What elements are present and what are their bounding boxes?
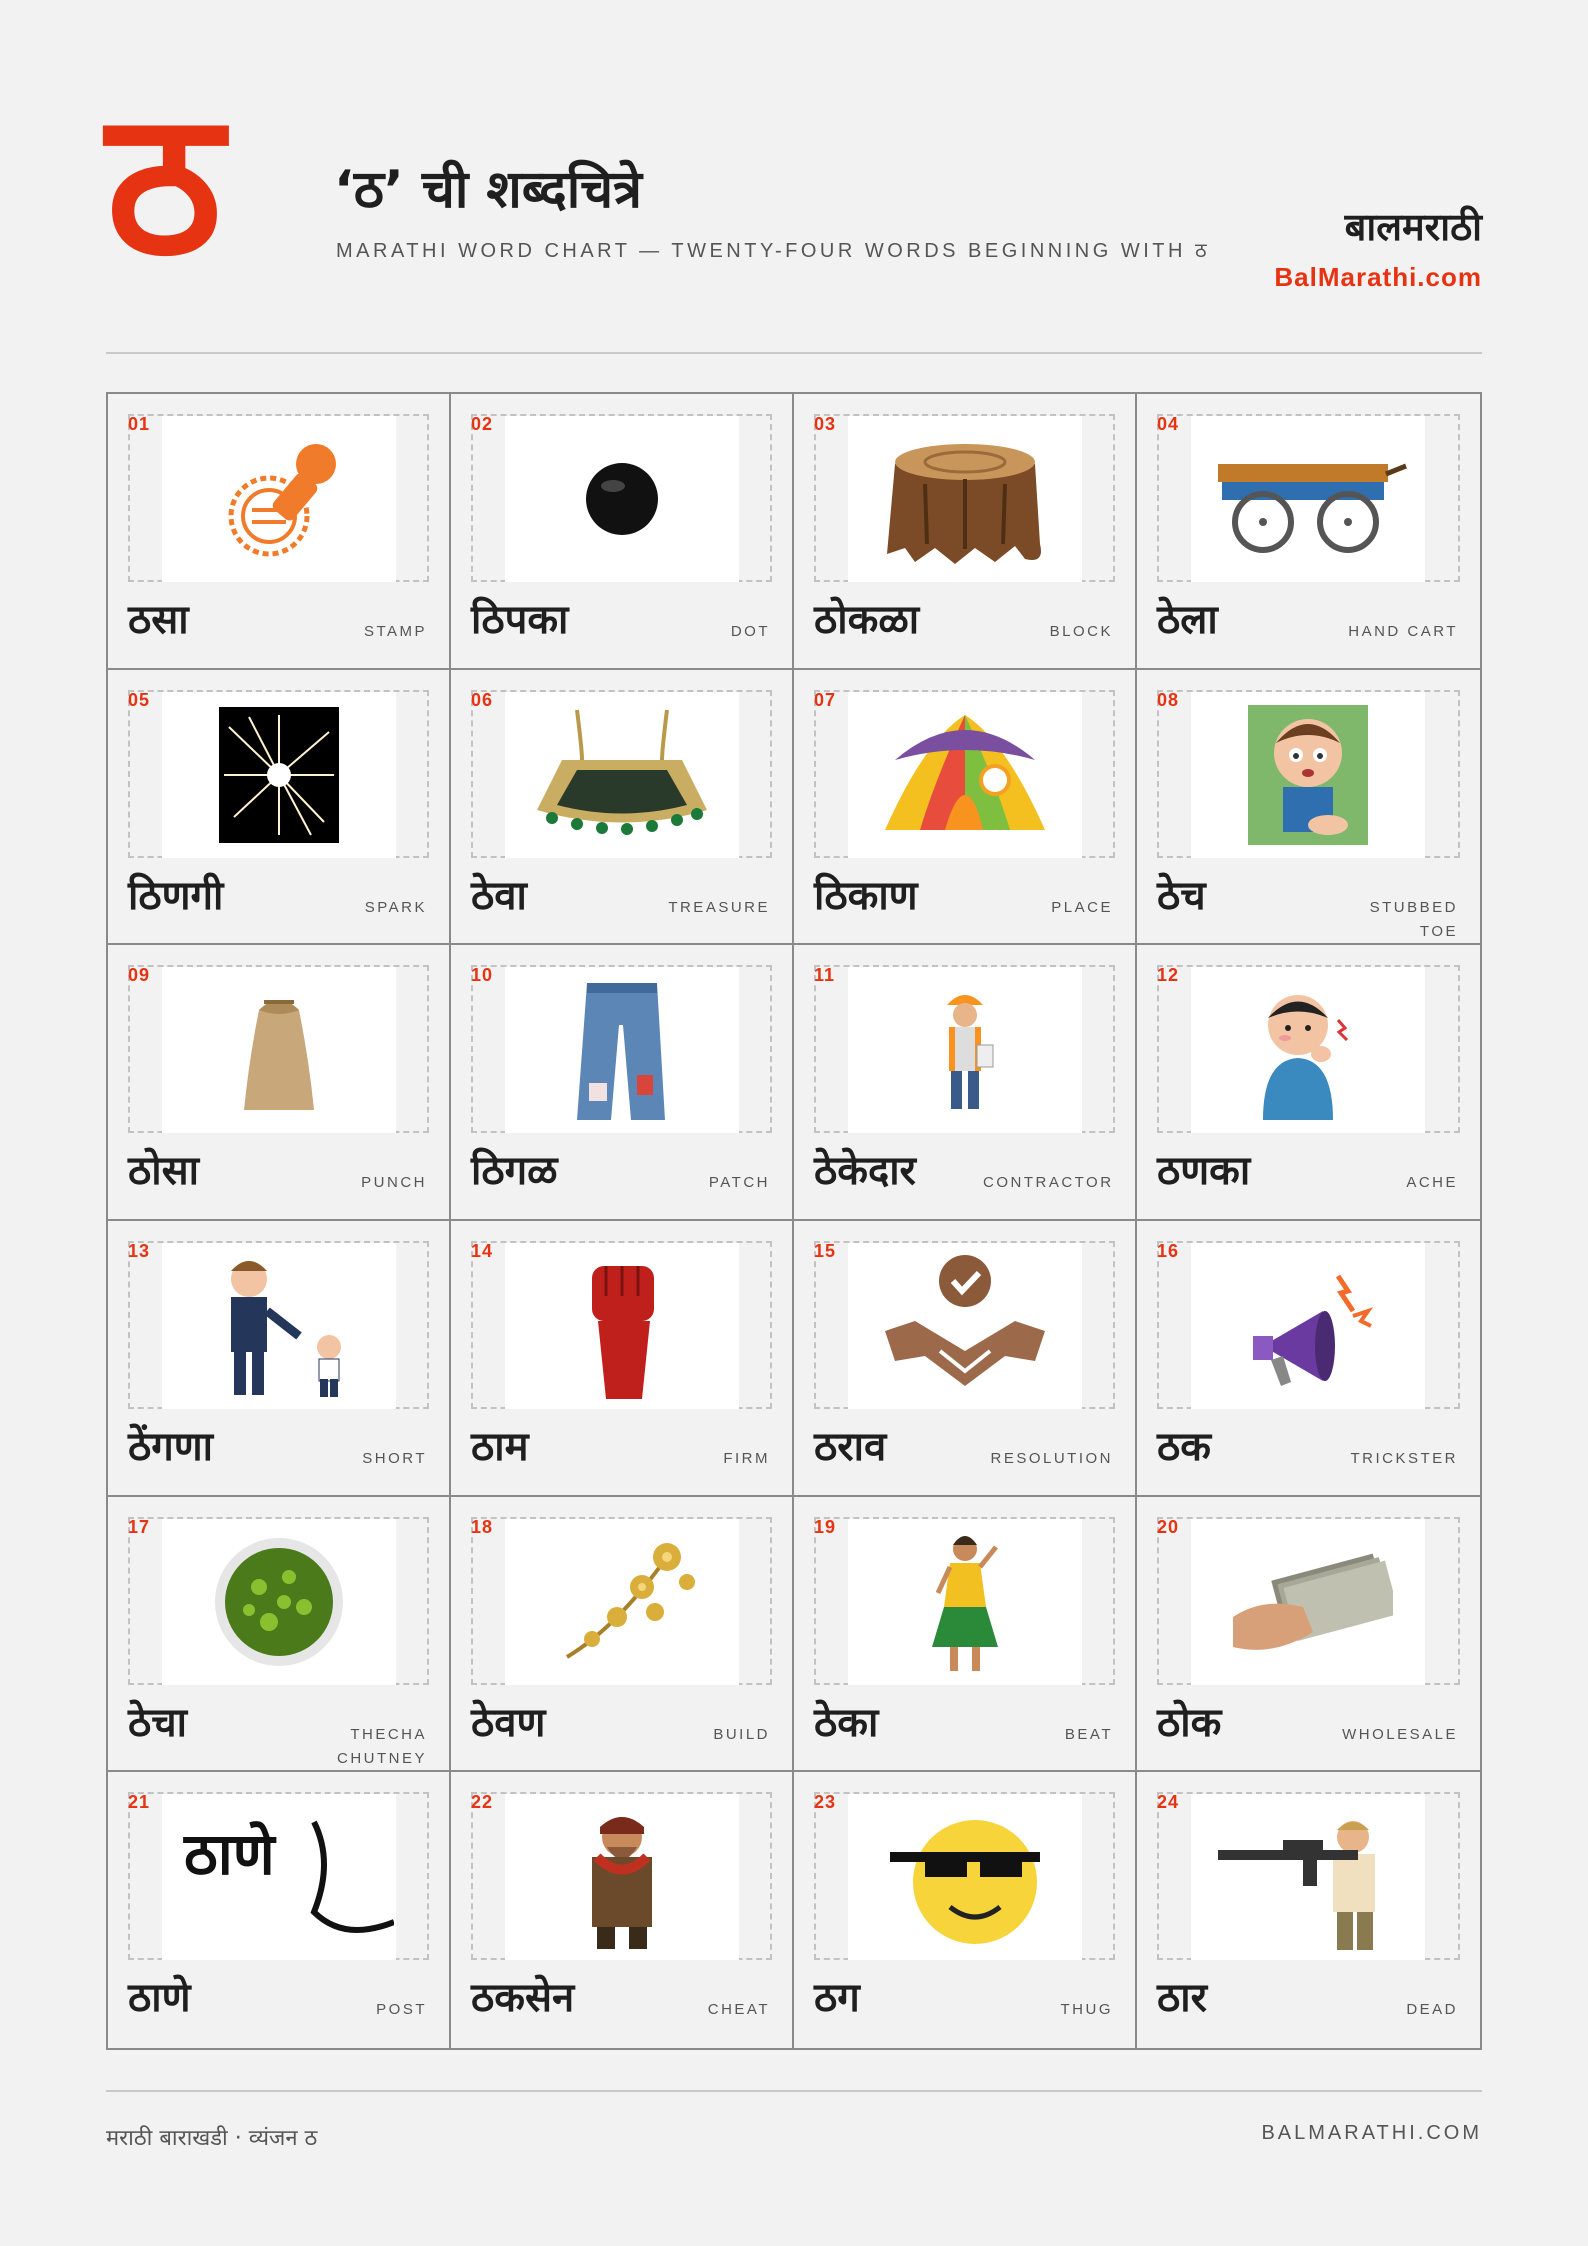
word-card bbox=[794, 394, 1137, 670]
card-number: 16 bbox=[1157, 1240, 1180, 1261]
word-card bbox=[1137, 394, 1480, 670]
card-number: 06 bbox=[471, 689, 494, 710]
marathi-word: ठेला bbox=[1157, 597, 1218, 643]
card-number: 09 bbox=[128, 965, 151, 986]
marathi-word: ठग bbox=[814, 1975, 860, 2022]
english-meaning: DEAD bbox=[1406, 2001, 1458, 2019]
english-meaning: PLACE bbox=[1051, 898, 1113, 916]
word-card bbox=[794, 1497, 1137, 1773]
cool-smiley-icon bbox=[848, 1794, 1082, 1960]
spark-icon bbox=[162, 692, 396, 858]
word-card bbox=[108, 670, 451, 946]
calligraphy-text: ठाणे bbox=[184, 1820, 275, 1889]
card-number: 10 bbox=[471, 965, 494, 986]
card-number: 21 bbox=[128, 1792, 151, 1813]
marathi-word: ठेका bbox=[814, 1699, 879, 1746]
thane-calligraphy-icon bbox=[162, 1794, 396, 1960]
card-number: 23 bbox=[814, 1792, 837, 1813]
word-card bbox=[108, 945, 451, 1221]
english-meaning: RESOLUTION bbox=[990, 1449, 1113, 1467]
card-number: 05 bbox=[128, 689, 151, 710]
header bbox=[106, 68, 1482, 310]
brand-name: बालमराठी bbox=[1344, 205, 1482, 249]
english-meaning: ACHE bbox=[1406, 1174, 1458, 1192]
card-number: 24 bbox=[1157, 1792, 1180, 1813]
card-number: 03 bbox=[814, 414, 837, 434]
english-meaning: CHEAT bbox=[707, 2001, 770, 2019]
english-meaning: TRICKSTER bbox=[1350, 1449, 1458, 1467]
card-number: 07 bbox=[814, 689, 837, 710]
word-card bbox=[451, 670, 794, 946]
tree-stump-icon bbox=[848, 416, 1082, 582]
marathi-word: ठेंगणा bbox=[128, 1423, 214, 1470]
marathi-word: ठणका bbox=[1157, 1148, 1251, 1195]
word-card bbox=[794, 670, 1137, 946]
page-subtitle: MARATHI WORD CHART — TWENTY-FOUR WORDS BEGINNING WITH ठ bbox=[336, 240, 1211, 262]
word-card bbox=[451, 1772, 794, 2048]
word-card bbox=[1137, 945, 1480, 1221]
stamp-icon bbox=[162, 416, 396, 582]
marathi-word: ठेवा bbox=[471, 872, 527, 919]
fist-icon bbox=[505, 1243, 739, 1409]
word-card bbox=[794, 1772, 1137, 2048]
card-number: 17 bbox=[128, 1516, 151, 1537]
header-divider bbox=[106, 352, 1482, 354]
english-meaning: CONTRACTOR bbox=[983, 1174, 1114, 1192]
marathi-word: ठिपका bbox=[471, 597, 569, 643]
english-meaning: STAMP bbox=[363, 623, 427, 640]
english-meaning: BEAT bbox=[1064, 1725, 1113, 1743]
word-card bbox=[1137, 1221, 1480, 1497]
marathi-word: ठेचा bbox=[128, 1699, 187, 1746]
megaphone-icon bbox=[1191, 1243, 1425, 1409]
english-meaning: HAND CART bbox=[1348, 623, 1458, 640]
tall-short-men-icon bbox=[162, 1243, 396, 1409]
sack-icon bbox=[162, 967, 396, 1133]
footer-caption: मराठी बाराखडी · व्यंजन ठ bbox=[106, 2126, 318, 2151]
marathi-word: ठेच bbox=[1157, 872, 1206, 919]
card-number: 20 bbox=[1157, 1516, 1180, 1537]
word-card bbox=[108, 1221, 451, 1497]
card-number: 04 bbox=[1157, 414, 1180, 434]
card-number: 01 bbox=[128, 414, 151, 434]
marathi-word: ठकसेन bbox=[471, 1975, 575, 2022]
english-meaning: THUG bbox=[1060, 2001, 1113, 2019]
big-letter: ठ bbox=[106, 68, 223, 301]
brand-url[interactable]: BalMarathi.com bbox=[1274, 262, 1482, 292]
english-meaning: THECHA CHUTNEY bbox=[336, 1725, 427, 1767]
english-meaning: WHOLESALE bbox=[1342, 1725, 1458, 1743]
card-number: 18 bbox=[471, 1516, 494, 1537]
cash-bundle-icon bbox=[1191, 1519, 1425, 1685]
marathi-word: ठाम bbox=[471, 1423, 529, 1470]
word-card bbox=[451, 1497, 794, 1773]
word-card bbox=[1137, 1772, 1480, 2048]
marathi-word: ठोक bbox=[1157, 1699, 1222, 1746]
card-number: 12 bbox=[1157, 965, 1180, 986]
brand bbox=[1274, 200, 1482, 293]
dot-icon bbox=[505, 416, 739, 582]
marathi-word: ठोसा bbox=[128, 1148, 199, 1195]
tent-icon bbox=[848, 692, 1082, 858]
card-number: 13 bbox=[128, 1240, 151, 1261]
ache-icon bbox=[1191, 967, 1425, 1133]
card-number: 11 bbox=[814, 965, 836, 986]
page-title: ‘ठ’ ची शब्दचित्रे bbox=[334, 160, 642, 220]
word-card bbox=[451, 394, 794, 670]
marathi-word: ठिणगी bbox=[128, 872, 224, 919]
english-meaning: BLOCK bbox=[1049, 623, 1113, 640]
marathi-word: ठेवण bbox=[471, 1699, 546, 1746]
word-card bbox=[794, 1221, 1137, 1497]
card-number: 02 bbox=[471, 414, 494, 434]
word-card bbox=[1137, 1497, 1480, 1773]
marathi-word: ठराव bbox=[814, 1423, 887, 1470]
marathi-word: ठसा bbox=[128, 597, 189, 643]
english-meaning: PATCH bbox=[708, 1174, 770, 1192]
marathi-word: ठक bbox=[1157, 1423, 1211, 1470]
contractor-icon bbox=[848, 967, 1082, 1133]
word-card bbox=[1137, 670, 1480, 946]
english-meaning: BUILD bbox=[713, 1725, 770, 1743]
word-card bbox=[451, 1221, 794, 1497]
card-number: 08 bbox=[1157, 689, 1180, 710]
english-meaning: TREASURE bbox=[668, 898, 770, 916]
card-number: 15 bbox=[814, 1240, 837, 1261]
word-card bbox=[108, 1772, 451, 2048]
footer-divider bbox=[106, 2090, 1482, 2092]
card-number: 19 bbox=[814, 1516, 837, 1537]
marathi-word: ठिगळ bbox=[471, 1148, 558, 1195]
handshake-icon bbox=[848, 1243, 1082, 1409]
english-meaning: SPARK bbox=[364, 898, 427, 916]
hurt-child-icon bbox=[1191, 692, 1425, 858]
english-meaning: STUBBED TOE bbox=[1369, 898, 1458, 940]
gold-flower-icon bbox=[505, 1519, 739, 1685]
hand-cart-icon bbox=[1191, 416, 1425, 582]
dancing-woman-icon bbox=[848, 1519, 1082, 1685]
word-card bbox=[451, 945, 794, 1221]
english-meaning: DOT bbox=[730, 623, 770, 640]
english-meaning: PUNCH bbox=[361, 1174, 427, 1192]
word-card bbox=[108, 1497, 451, 1773]
marathi-word: ठेकेदार bbox=[814, 1148, 916, 1195]
marathi-word: ठार bbox=[1157, 1975, 1207, 2022]
english-meaning: POST bbox=[376, 2001, 427, 2019]
card-number: 22 bbox=[471, 1792, 494, 1813]
card-number: 14 bbox=[471, 1240, 494, 1261]
patched-jeans-icon bbox=[505, 967, 739, 1133]
english-meaning: SHORT bbox=[362, 1449, 427, 1467]
marathi-word: ठिकाण bbox=[814, 872, 918, 919]
word-grid bbox=[106, 392, 1482, 2050]
word-card bbox=[108, 394, 451, 670]
marathi-word: ठाणे bbox=[128, 1975, 191, 2022]
word-card bbox=[794, 945, 1137, 1221]
english-meaning: FIRM bbox=[723, 1449, 770, 1467]
necklace-icon bbox=[505, 692, 739, 858]
rifle-man-icon bbox=[1191, 1794, 1425, 1960]
rogue-icon bbox=[505, 1794, 739, 1960]
footer-site[interactable]: BALMARATHI.COM bbox=[1261, 2122, 1482, 2144]
marathi-word: ठोकळा bbox=[814, 597, 920, 643]
chutney-bowl-icon bbox=[162, 1519, 396, 1685]
